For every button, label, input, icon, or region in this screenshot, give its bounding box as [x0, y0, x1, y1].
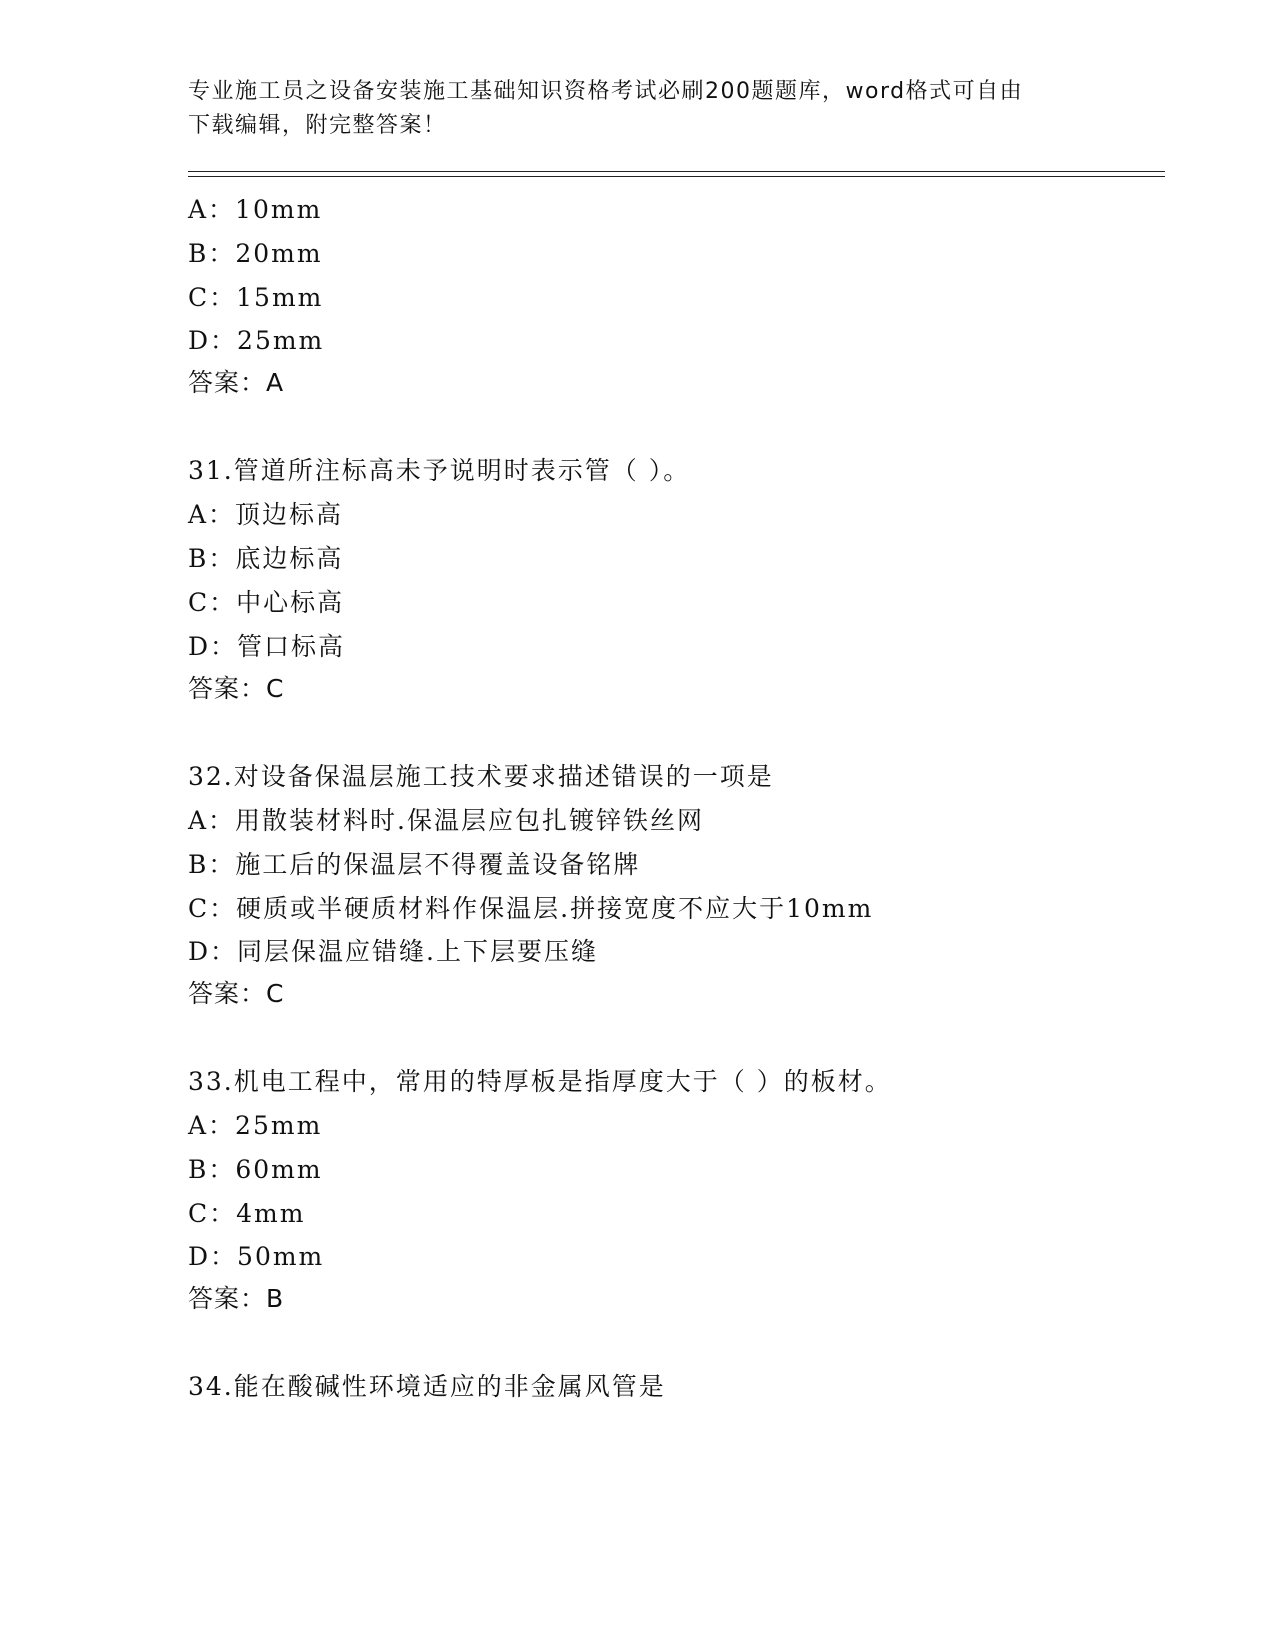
answer: 答案：C [188, 979, 285, 1008]
option-a: A：用散装材料时.保温层应包扎镀锌铁丝网 [188, 806, 705, 835]
question-text: 32.对设备保温层施工技术要求描述错误的一项是 [188, 762, 774, 791]
question-text: 34.能在酸碱性环境适应的非金属风管是 [188, 1372, 666, 1401]
option-b: B：施工后的保温层不得覆盖设备铭牌 [188, 850, 641, 879]
document-title-line-1: 专业施工员之设备安装施工基础知识资格考试必刷200题题库，word格式可自由 [188, 79, 1024, 104]
option-c: C：15mm [188, 283, 324, 312]
option-a: A：顶边标高 [188, 500, 344, 529]
option-d: D：同层保温应错缝.上下层要压缝 [188, 937, 598, 966]
option-d: D：25mm [188, 326, 325, 355]
option-a: A：25mm [188, 1111, 323, 1140]
option-c: C：硬质或半硬质材料作保温层.拼接宽度不应大于10mm [188, 894, 874, 923]
answer: 答案：B [188, 1284, 285, 1313]
option-d: D：50mm [188, 1242, 325, 1271]
option-b: B：底边标高 [188, 544, 344, 573]
question-text: 33.机电工程中，常用的特厚板是指厚度大于（ ）的板材。 [188, 1067, 892, 1096]
option-c: C：4mm [188, 1199, 306, 1228]
option-a: A：10mm [188, 195, 323, 224]
header-divider-top [188, 171, 1165, 172]
option-c: C：中心标高 [188, 588, 345, 617]
option-b: B：20mm [188, 239, 323, 268]
document-title-line-2: 下载编辑，附完整答案！ [188, 113, 447, 138]
option-b: B：60mm [188, 1155, 323, 1184]
option-d: D：管口标高 [188, 632, 346, 661]
answer: 答案：C [188, 674, 285, 703]
header-divider-bottom [188, 176, 1165, 177]
question-text: 31.管道所注标高未予说明时表示管（ ）。 [188, 456, 691, 485]
answer: 答案：A [188, 368, 285, 397]
